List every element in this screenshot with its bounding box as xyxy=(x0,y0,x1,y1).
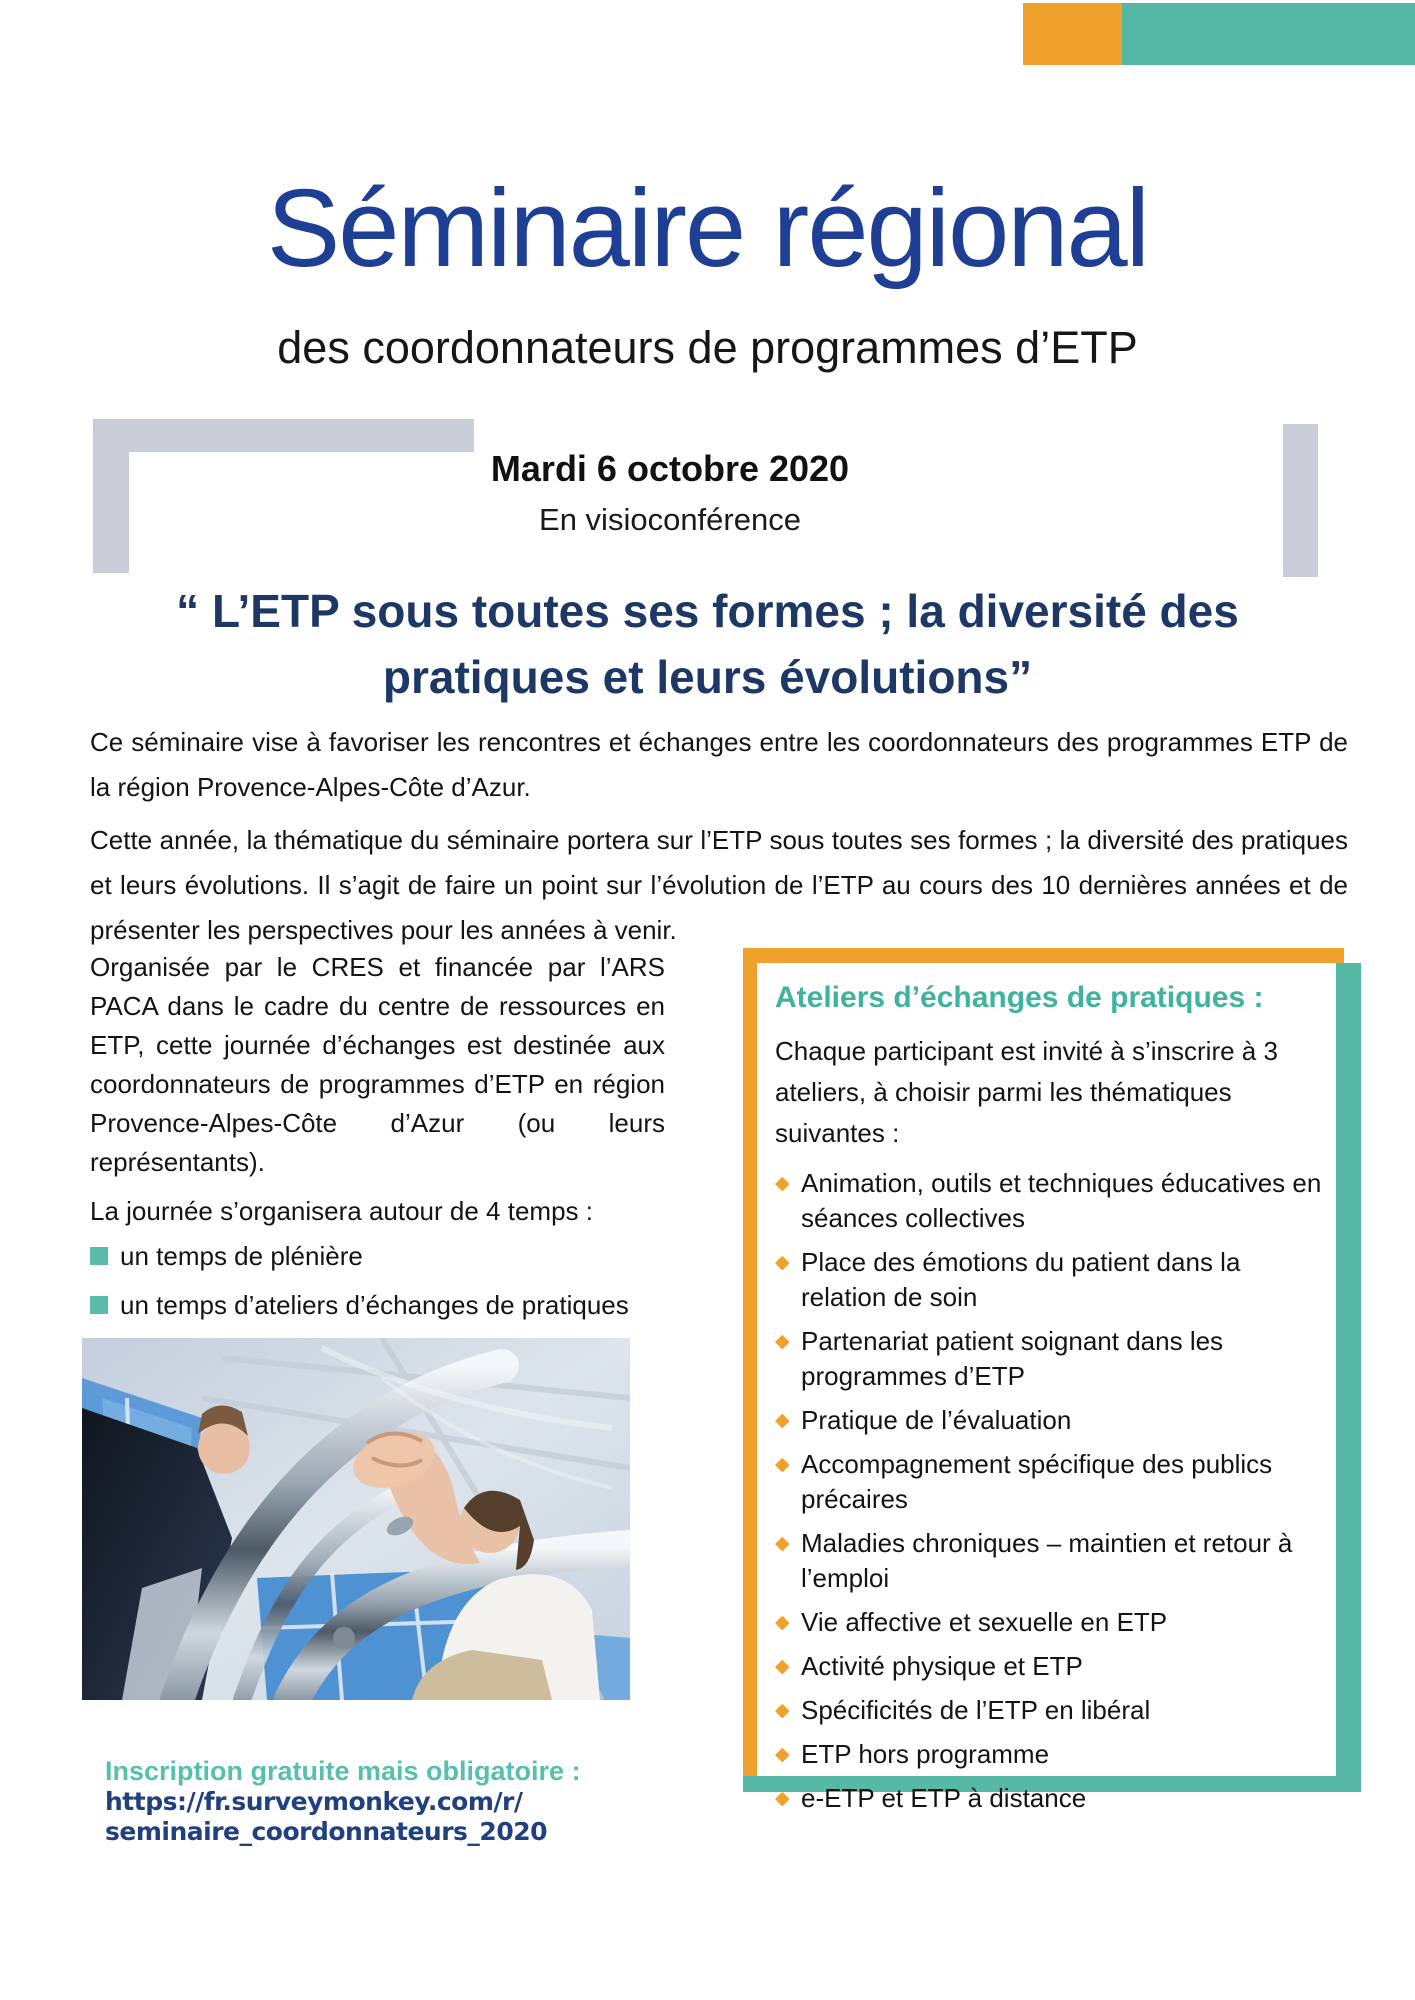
diamond-bullet-icon: ◆ xyxy=(775,1612,790,1633)
workshops-box-border-right xyxy=(1336,963,1361,1792)
diamond-bullet-icon: ◆ xyxy=(775,1410,790,1431)
workshops-intro: Chaque participant est invité à s’inscrire à 3 ateliers, à choisir parmi les thématiques suivantes : xyxy=(775,1036,1278,1148)
gray-right-bar xyxy=(1283,424,1318,577)
list-item xyxy=(775,1166,1324,1236)
list-item xyxy=(775,1526,1324,1596)
workshop-item-label: Activité physique et ETP xyxy=(801,1651,1083,1681)
workshop-item-label: Partenariat patient soignant dans les programmes d’ETP xyxy=(801,1326,1224,1391)
workshop-item-label: Pratique de l’évaluation xyxy=(801,1405,1072,1435)
theme-heading-line1: “ L’ETP sous toutes ses formes ; la diversité des xyxy=(176,585,1239,637)
diamond-bullet-icon: ◆ xyxy=(775,1744,790,1765)
left-column xyxy=(90,948,665,1393)
theme-heading-line2: pratiques et leurs évolutions” xyxy=(382,651,1033,703)
diamond-bullet-icon: ◆ xyxy=(775,1656,790,1677)
list-item xyxy=(775,1245,1324,1315)
gray-bracket-vertical xyxy=(93,452,129,573)
workshops-box xyxy=(757,963,1336,1813)
top-orange-bar xyxy=(1023,3,1122,65)
page-subtitle: des coordonnateurs de programmes d’ETP xyxy=(277,322,1138,373)
diamond-bullet-icon: ◆ xyxy=(775,1331,790,1352)
diamond-bullet-icon: ◆ xyxy=(775,1252,790,1273)
workshop-item-label: Animation, outils et techniques éducatives en séances collectives xyxy=(801,1168,1322,1233)
workshop-item-label: Place des émotions du patient dans la relation de soin xyxy=(801,1247,1241,1312)
top-teal-bar xyxy=(1122,3,1415,65)
page-title: Séminaire régional xyxy=(266,167,1149,290)
list-item xyxy=(775,1605,1324,1640)
intro-paragraph-2: Cette année, la thématique du séminaire portera sur l’ETP sous toutes ses formes ; la diversité des pratiques et leurs évolutions. Il s’agit de faire un point sur l’évolution de l’ETP au cours des 10 dernières années et de présenter les perspectives pour les années à venir. xyxy=(90,825,1348,945)
schedule-item-label: un temps d’ateliers d’échanges de pratiques xyxy=(120,1290,629,1320)
list-item xyxy=(90,1288,665,1322)
workshops-box-border-top xyxy=(743,948,1344,963)
diamond-bullet-icon: ◆ xyxy=(775,1700,790,1721)
diamond-bullet-icon: ◆ xyxy=(775,1533,790,1554)
list-item xyxy=(775,1324,1324,1394)
event-mode: En visioconférence xyxy=(539,502,801,537)
workshop-item-label: Maladies chroniques – maintien et retour à l’emploi xyxy=(801,1528,1293,1593)
workshop-item-label: ETP hors programme xyxy=(801,1739,1050,1769)
registration-block xyxy=(105,1756,665,1847)
list-item xyxy=(775,1649,1324,1684)
registration-url-line2[interactable]: seminaire_coordonnateurs_2020 xyxy=(105,1817,548,1846)
handshake-photo-graphic xyxy=(82,1338,630,1700)
workshop-item-label: Accompagnement spécifique des publics précaires xyxy=(801,1449,1273,1514)
intro-section xyxy=(90,720,1348,961)
registration-url-line1[interactable]: https://fr.surveymonkey.com/r/ xyxy=(105,1787,523,1816)
workshops-title: Ateliers d’échanges de pratiques : xyxy=(775,981,1264,1014)
list-item xyxy=(775,1737,1324,1772)
workshop-item-label: e-ETP et ETP à distance xyxy=(801,1783,1087,1813)
diamond-bullet-icon: ◆ xyxy=(775,1454,790,1475)
workshops-box-border-left xyxy=(743,948,757,1776)
theme-heading xyxy=(45,578,1370,710)
registration-label: Inscription gratuite mais obligatoire : xyxy=(105,1756,581,1786)
event-date: Mardi 6 octobre 2020 xyxy=(490,448,850,489)
diamond-bullet-icon: ◆ xyxy=(775,1173,790,1194)
list-item xyxy=(775,1447,1324,1517)
schedule-item-label: un temps de plénière xyxy=(120,1241,363,1271)
square-bullet-icon xyxy=(90,1247,108,1265)
organisation-paragraph: Organisée par le CRES et financée par l’ARS PACA dans le cadre du centre de ressources en ETP, cette journée d’échanges est destinée aux coordonnateurs de programmes d’ETP en région Provence-Alpes-Côte d’Azur (ou leurs représentants). xyxy=(90,952,665,1177)
schedule-intro: La journée s’organisera autour de 4 temps : xyxy=(90,1196,593,1226)
list-item xyxy=(775,1781,1324,1816)
workshop-item-label: Spécificités de l’ETP en libéral xyxy=(801,1695,1151,1725)
list-item xyxy=(90,1239,665,1273)
workshop-item-label: Vie affective et sexuelle en ETP xyxy=(801,1607,1168,1637)
list-item xyxy=(775,1403,1324,1438)
square-bullet-icon xyxy=(90,1296,108,1314)
handshake-photo xyxy=(82,1338,630,1700)
list-item xyxy=(775,1693,1324,1728)
diamond-bullet-icon: ◆ xyxy=(775,1788,790,1809)
intro-paragraph-1: Ce séminaire vise à favoriser les rencontres et échanges entre les coordonnateurs des programmes ETP de la région Provence-Alpes-Côte d’Azur. xyxy=(90,727,1348,802)
